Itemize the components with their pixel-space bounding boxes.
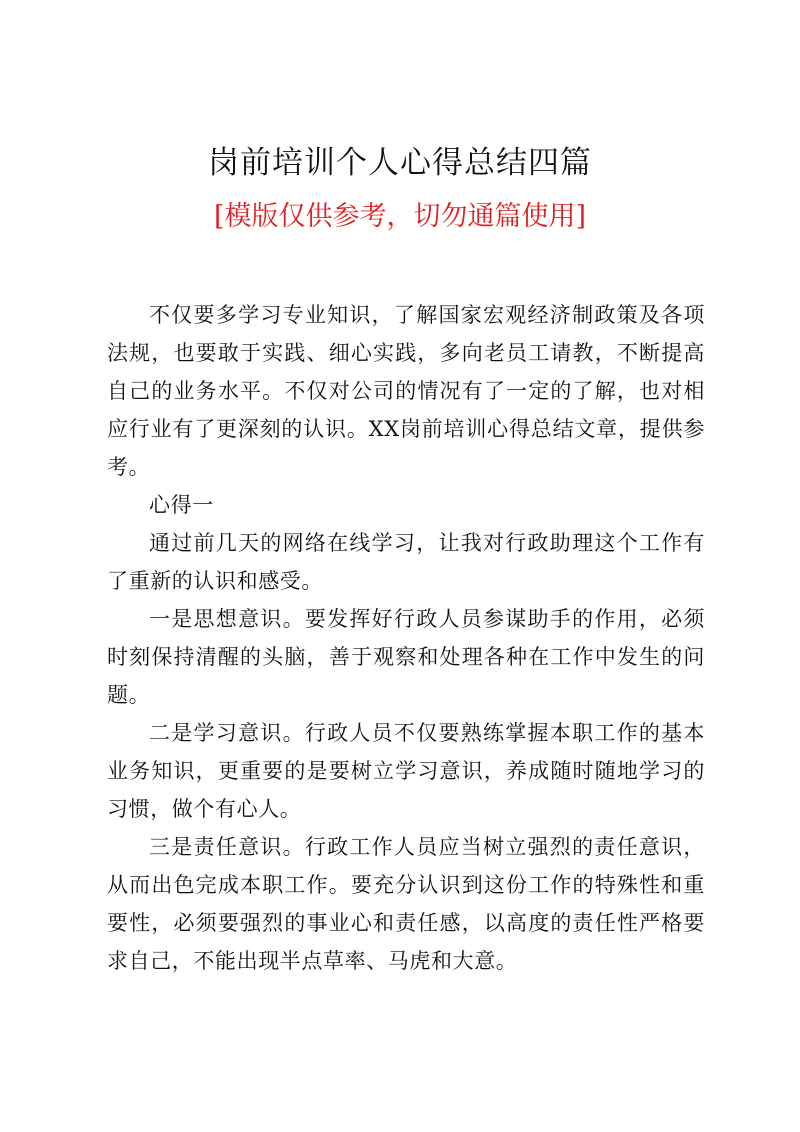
body-paragraph: 一是思想意识。要发挥好行政人员参谋助手的作用，必须时刻保持清醒的头脑，善于观察和处理各种在工作中发生的问题。 — [107, 607, 705, 707]
document-body — [107, 296, 705, 980]
document-title: 岗前培训个人心得总结四篇 — [208, 145, 592, 181]
body-paragraph: 三是责任意识。行政工作人员应当树立强烈的责任意识，从而出色完成本职工作。要充分认识到这份工作的特殊性和重要性，必须要强烈的事业心和责任感，以高度的责任性严格要求自己，不能出现半点草率、马虎和大意。 — [107, 835, 705, 973]
body-paragraph: 二是学习意识。行政人员不仅要熟练掌握本职工作的基本业务知识，更重要的是要树立学习意识，养成随时随地学习的习惯，做个有心人。 — [107, 721, 705, 821]
section-heading: 心得一 — [149, 493, 214, 517]
body-paragraph: 通过前几天的网络在线学习，让我对行政助理这个工作有了重新的认识和感受。 — [107, 531, 705, 593]
intro-paragraph: 不仅要多学习专业知识，了解国家宏观经济制政策及各项法规，也要敢于实践、细心实践，多向老员工请教，不断提高自己的业务水平。不仅对公司的情况有了一定的了解，也对相应行业有了更深刻的认识。XX岗前培训心得总结文章，提供参考。 — [107, 303, 705, 479]
template-notice: [模版仅供参考，切勿通篇使用] — [213, 201, 587, 232]
